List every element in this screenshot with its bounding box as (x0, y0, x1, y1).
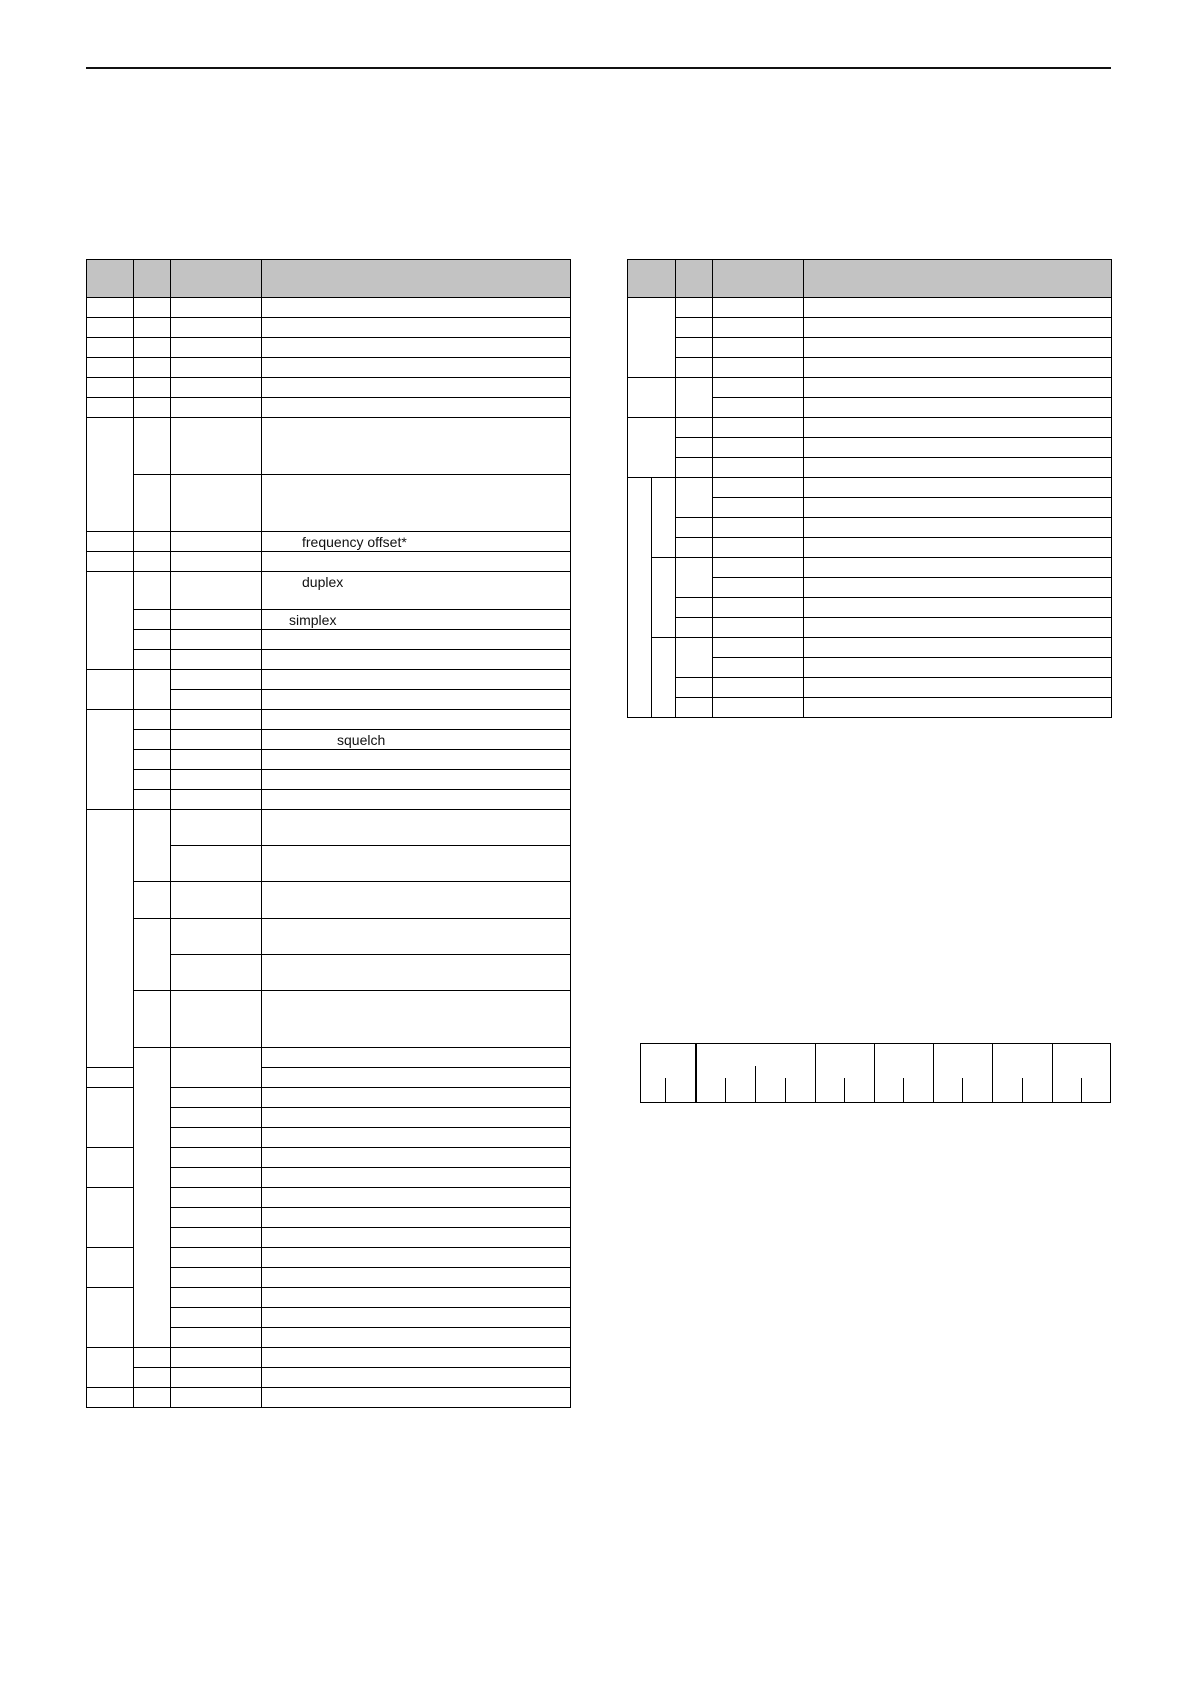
header-rule (86, 67, 1111, 69)
table-row (87, 475, 571, 532)
simplex-label: simplex (262, 610, 571, 630)
table-row (87, 552, 571, 572)
frame-field-2 (696, 1043, 816, 1102)
table-row (87, 1368, 571, 1388)
command-table-left (86, 259, 571, 1408)
header-command (87, 260, 134, 298)
frame-tick (1022, 1078, 1023, 1102)
header-sub-command (134, 260, 171, 298)
table-header-row (628, 260, 1112, 298)
table-row (87, 710, 571, 730)
table-row (628, 438, 1112, 458)
table-row (87, 318, 571, 338)
frame-tick (665, 1078, 666, 1102)
frame-tick (785, 1078, 786, 1102)
header-data (713, 260, 804, 298)
table-row (87, 770, 571, 790)
table-row (628, 558, 1112, 578)
duplex-label: duplex (262, 572, 571, 610)
frame-field-5 (933, 1043, 993, 1102)
frame-tick (725, 1078, 726, 1102)
frame-tick (903, 1078, 904, 1102)
table-row (628, 698, 1112, 718)
table-row (87, 358, 571, 378)
frame-tick (962, 1078, 963, 1102)
table-row (87, 298, 571, 318)
header-data (171, 260, 262, 298)
frame-baseline (640, 1102, 1111, 1103)
command-table-right (627, 259, 1112, 718)
table-row (87, 418, 571, 475)
header-description (804, 260, 1112, 298)
table-row (628, 618, 1112, 638)
table-row (628, 538, 1112, 558)
table-row (87, 882, 571, 919)
table-row (87, 670, 571, 690)
header-command (628, 260, 676, 298)
frame-field-1 (640, 1043, 696, 1102)
header-description (262, 260, 571, 298)
table-row (87, 610, 571, 630)
frequency-offset-label: frequency offset* (262, 532, 571, 552)
table-row (87, 572, 571, 610)
table-row (87, 730, 571, 750)
table-row (628, 518, 1112, 538)
data-format-diagram (640, 1043, 1111, 1103)
table-row (87, 750, 571, 770)
table-row (628, 358, 1112, 378)
table-row (87, 810, 571, 846)
table-row (87, 790, 571, 810)
table-header-row (87, 260, 571, 298)
frame-end-line (1110, 1043, 1111, 1103)
table-row (628, 338, 1112, 358)
table-row (87, 398, 571, 418)
table-row (87, 650, 571, 670)
header-sub-command (676, 260, 713, 298)
frame-field-3 (815, 1043, 875, 1102)
frame-tick (844, 1078, 845, 1102)
table-row (628, 478, 1112, 498)
frame-field-4 (874, 1043, 934, 1102)
table-row (628, 298, 1112, 318)
table-row (87, 919, 571, 955)
table-row (628, 418, 1112, 438)
frame-tick (1081, 1078, 1082, 1102)
table-row (87, 630, 571, 650)
table-row (87, 1388, 571, 1408)
table-row (628, 318, 1112, 338)
table-row (628, 458, 1112, 478)
table-row (87, 338, 571, 358)
table-row (87, 1048, 571, 1068)
table-row (87, 991, 571, 1048)
table-row (87, 378, 571, 398)
frame-tick (755, 1066, 756, 1102)
table-row (628, 598, 1112, 618)
table-row (628, 678, 1112, 698)
table-row (628, 378, 1112, 398)
table-row (628, 638, 1112, 658)
table-row (87, 1348, 571, 1368)
table-row (87, 532, 571, 552)
squelch-label: squelch (262, 730, 571, 750)
